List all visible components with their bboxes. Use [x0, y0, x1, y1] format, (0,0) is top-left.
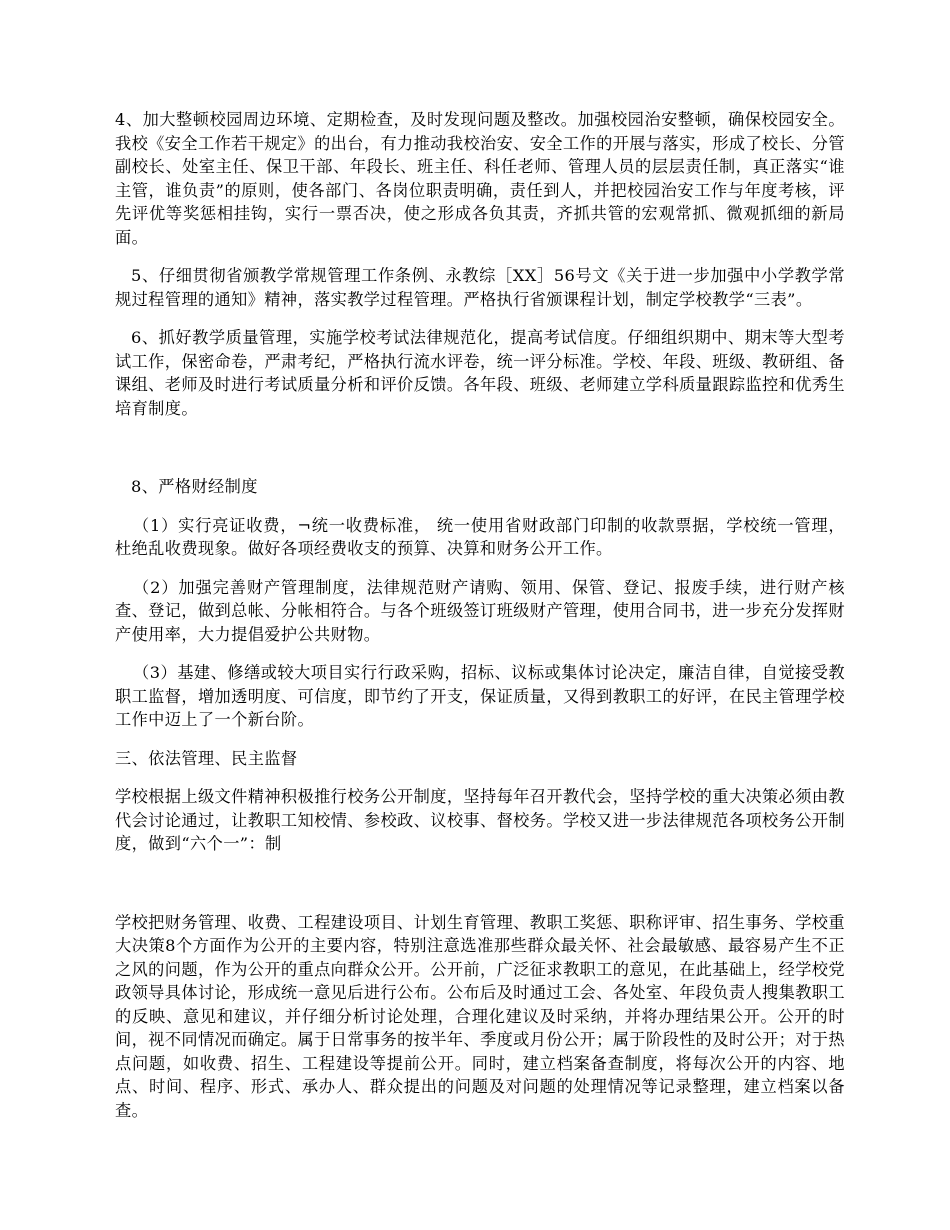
- paragraph-disclosure-content: 学校把财务管理、收费、工程建设项目、计划生育管理、教职工奖惩、职称评审、招生事务、学校重大决策8个方面作为公开的主要内容，特别注意选准那些群众最关怀、社会最敏感、最容易产生不正之风的问题，作为公开的重点向群众公开。公开前，广泛征求教职工的意见，在此基础上，经学校党政领导具体讨论，形成统一意见后进行公布。公布后及时通过工会、各处室、年段负责人搜集教职工的反映、意见和建议，并仔细分析讨论处理，合理化建议及时采纳，并将办理结果公开。公开的时间，视不同情况而确定。属于日常事务的按半年、季度或月份公开；属于阶段性的及时公开；对于热点问题，如收费、招生、工程建设等提前公开。同时，建立档案备查制度，将每次公开的内容、地点、时间、程序、形式、承办人、群众提出的问题及对问题的处理情况等记录整理，建立档案以备查。: [115, 912, 845, 1120]
- paragraph-fee-collection: （1）实行亮证收费，¬统一收费标准， 统一使用省财政部门印制的收款票据，学校统一管理， 杜绝乱收费现象。做好各项经费收支的预算、决算和财务公开工作。: [115, 515, 845, 558]
- paragraph-procurement: （3）基建、修缮或较大项目实行行政采购，招标、议标或集体讨论决定，廉洁自律，自觉接受教职工监督，增加透明度、可信度，即节约了开支，保证质量，又得到教职工的好评，在民主管理学校工作中迈上了一个新台阶。: [115, 663, 845, 729]
- section-heading-democratic-supervision: 三、依法管理、民主监督: [115, 748, 298, 768]
- paragraph-school-affairs-disclosure: 学校根据上级文件精神积极推行校务公开制度，坚持每年召开教代会，坚持学校的重大决策必须由教代会讨论通过，让教职工知校情、参校政、议校事、督校务。学校又进一步法律规范各项校务公开制度，做到“六个一”：制: [115, 787, 845, 853]
- document-page: [115, 108, 845, 1122]
- paragraph-teaching-quality: 6、抓好教学质量管理，实施学校考试法律规范化，提高考试信度。仔细组织期中、期末等大型考试工作，保密命卷，严肃考纪，严格执行流水评卷，统一评分标准。学校、年段、班级、教研组、备课组、老师及时进行考试质量分析和评价反馈。各年段、班级、老师建立学科质量跟踪监控和优秀生培育制度。: [115, 328, 845, 418]
- paragraph-teaching-routine: 5、仔细贯彻省颁教学常规管理工作条例、永教综［XX］56号文《关于进一步加强中小学教学常规过程管理的通知》精神，落实教学过程管理。严格执行省颁课程计划，制定学校教学“三表”。: [115, 266, 845, 309]
- section-heading-finance: 8、严格财经制度: [131, 477, 258, 496]
- paragraph-campus-safety: 4、加大整顿校园周边环境、定期检查，及时发现问题及整改。加强校园治安整顿，确保校园安全。我校《安全工作若干规定》的出台，有力推动我校治安、安全工作的开展与落实，形成了校长、分管副校长、处室主任、保卫干部、年段长、班主任、科任老师、管理人员的层层责任制，真正落实“谁主管，谁负责”的原则，使各部门、各岗位职责明确，责任到人，并把校园治安工作与年度考核，评先评优等奖惩相挂钩，实行一票否决，使之形成各负其责，齐抓共管的宏观常抓、微观抓细的新局面。: [115, 110, 845, 247]
- paragraph-property-management: （2）加强完善财产管理制度，法律规范财产请购、领用、保管、登记、报废手续，进行财产核查、登记，做到总帐、分帐相符合。与各个班级签订班级财产管理，使用合同书，进一步充分发挥财产使用率，大力提倡爱护公共财物。: [115, 577, 845, 644]
